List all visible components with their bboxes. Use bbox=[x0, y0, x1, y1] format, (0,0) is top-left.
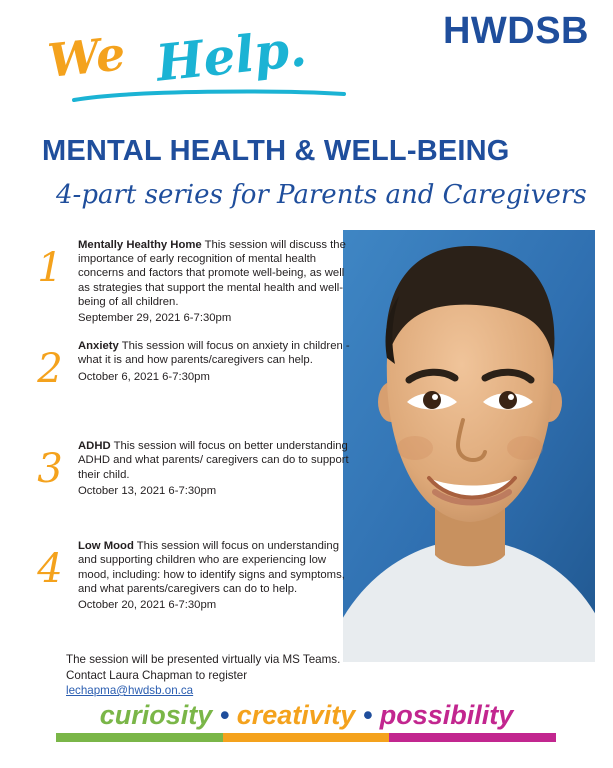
child-photo bbox=[343, 230, 595, 662]
session-date: September 29, 2021 6-7:30pm bbox=[78, 312, 232, 325]
banner-word-curiosity: curiosity bbox=[99, 700, 213, 730]
session-number: 4 bbox=[37, 546, 63, 593]
organization-logo-text: HWDSB bbox=[442, 10, 589, 52]
banner-words bbox=[0, 700, 613, 731]
child-photo-illustration bbox=[343, 230, 595, 662]
session-title: Low Mood bbox=[78, 540, 134, 553]
session-body bbox=[78, 539, 350, 612]
banner-separator-1: • bbox=[219, 700, 230, 730]
we-help-logo bbox=[45, 18, 328, 104]
session-list bbox=[30, 238, 350, 639]
contact-email-link[interactable]: lechapma@hwdsb.on.ca bbox=[66, 684, 194, 697]
banner-word-creativity: creativity bbox=[236, 700, 356, 730]
we-help-word-help: Help. bbox=[153, 18, 310, 93]
color-bar-green bbox=[56, 733, 223, 742]
session-date: October 20, 2021 6-7:30pm bbox=[78, 599, 217, 612]
page-subtitle: 4-part series for Parents and Caregivers bbox=[56, 180, 587, 210]
list-item bbox=[30, 439, 350, 525]
session-body bbox=[78, 339, 350, 384]
note-line-2: Contact Laura Chapman to register bbox=[66, 668, 248, 682]
session-description: This session will focus on better understanding ADHD and what parents/ caregivers can do to support their child. bbox=[78, 440, 349, 481]
swoosh-underline-icon bbox=[72, 88, 348, 104]
color-bar-orange bbox=[223, 733, 390, 742]
bottom-banner bbox=[0, 696, 613, 768]
session-title: Mentally Healthy Home bbox=[78, 239, 202, 251]
session-number: 1 bbox=[37, 245, 63, 291]
session-description: This session will focus on anxiety in children - what it is and how parents/caregivers can help. bbox=[78, 340, 350, 367]
color-bar-magenta bbox=[389, 733, 556, 742]
we-help-word-we: We bbox=[45, 26, 128, 88]
session-date: October 13, 2021 6-7:30pm bbox=[78, 484, 217, 497]
registration-note bbox=[66, 652, 396, 699]
session-number: 2 bbox=[37, 346, 63, 393]
list-item bbox=[30, 339, 350, 425]
list-item bbox=[30, 238, 350, 325]
banner-separator-2: • bbox=[362, 700, 373, 730]
banner-color-bars bbox=[56, 733, 556, 742]
session-body bbox=[78, 238, 350, 325]
session-description: This session will focus on understanding and supporting children who are experiencing low mood, including: how to identify signs and symptoms, and what parents/caregivers can do to help. bbox=[78, 540, 345, 595]
banner-word-possibility: possibility bbox=[379, 700, 514, 730]
session-body bbox=[78, 439, 350, 498]
list-item bbox=[30, 539, 350, 625]
session-title: ADHD bbox=[78, 440, 111, 453]
note-line-1: The session will be presented virtually via MS Teams. bbox=[66, 653, 341, 666]
session-description: This session will discuss the importance of early recognition of mental health concerns and factors that promote well-being, as well as strategies that support the mental health and well-being of all children. bbox=[78, 239, 346, 308]
page-title: MENTAL HEALTH & WELL-BEING bbox=[42, 135, 510, 167]
session-number: 3 bbox=[37, 446, 63, 493]
session-date: October 6, 2021 6-7:30pm bbox=[78, 370, 210, 383]
session-title: Anxiety bbox=[78, 340, 119, 353]
